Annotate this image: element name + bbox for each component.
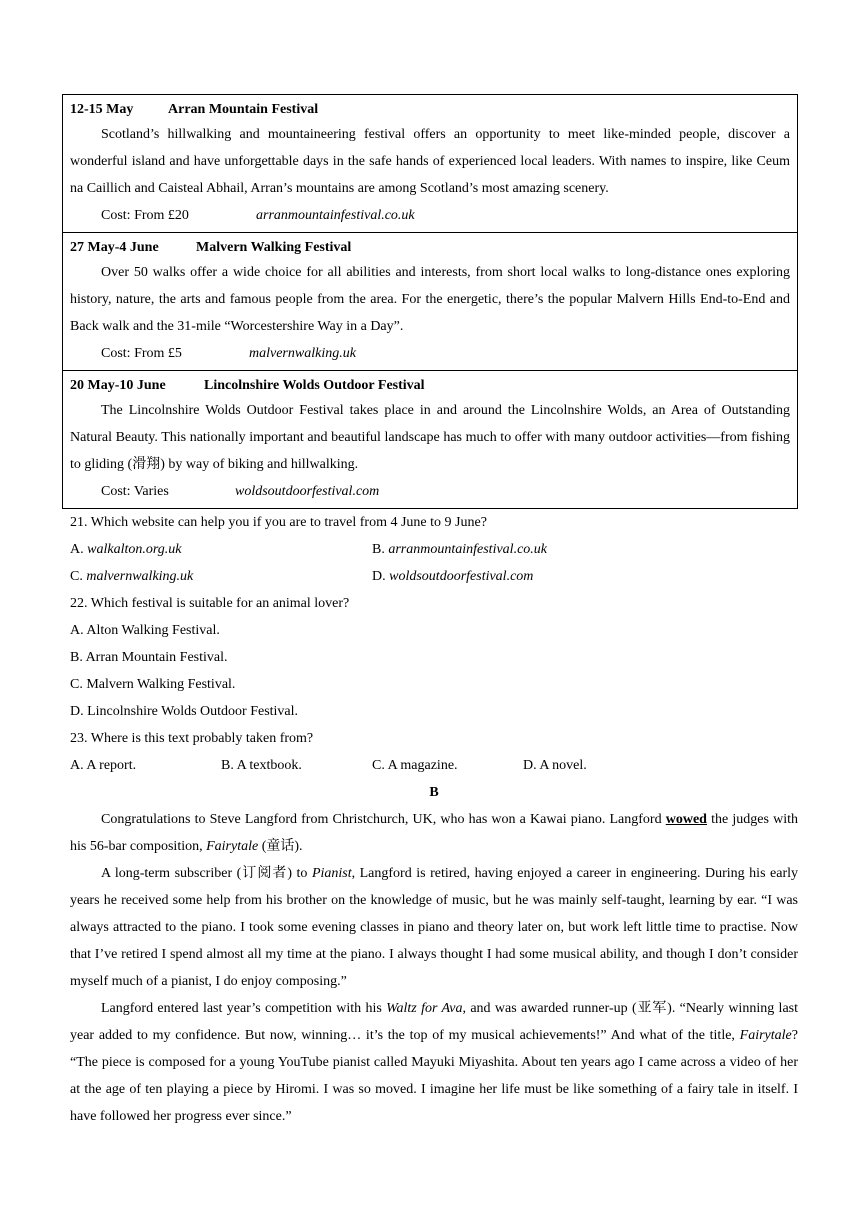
festival-header: [70, 99, 790, 121]
option-21-c: C. malvernwalking.uk: [70, 569, 194, 584]
festival-table: [62, 94, 798, 509]
festival-row: [63, 95, 798, 233]
festival-cell: [63, 371, 798, 509]
option-22-d: D. Lincolnshire Wolds Outdoor Festival.: [70, 704, 299, 719]
option-23-b: B. A textbook.: [221, 758, 302, 773]
festival-cost: Cost: Varies: [101, 484, 169, 499]
question-23-options: [70, 752, 798, 779]
question-21-options-row-2: [70, 563, 798, 590]
question-22: 22. Which festival is suitable for an animal lover?: [70, 596, 350, 611]
festival-header: [70, 237, 790, 259]
section-b-title: B: [429, 785, 439, 800]
option-21-b: B. arranmountainfestival.co.uk: [372, 542, 547, 557]
option-21-d: D. woldsoutdoorfestival.com: [372, 569, 534, 584]
festival-cost-line: [70, 340, 790, 367]
festival-name: Lincolnshire Wolds Outdoor Festival: [204, 378, 425, 393]
festival-description: The Lincolnshire Wolds Outdoor Festival takes place in and around the Lincolnshire Wolds, an Area of Outstanding Natural Beauty. This nationally important and beautiful landscape has much to offer with many outdoor activities—from fishing to gliding (滑翔) by way of biking and hillwalking.: [70, 403, 790, 472]
festival-row: [63, 371, 798, 509]
option-22-b: B. Arran Mountain Festival.: [70, 650, 228, 665]
option-21-a: A. walkalton.org.uk: [70, 542, 182, 557]
festival-website: malvernwalking.uk: [249, 346, 356, 361]
question-21-options-row-1: [70, 536, 798, 563]
festival-cost: Cost: From £5: [101, 346, 182, 361]
festival-date: 27 May-4 June: [70, 240, 159, 255]
option-23-c: C. A magazine.: [372, 758, 458, 773]
option-22-c: C. Malvern Walking Festival.: [70, 677, 236, 692]
festival-row: [63, 233, 798, 371]
festival-cell: [63, 233, 798, 371]
option-22-a: A. Alton Walking Festival.: [70, 623, 220, 638]
question-21: 21. Which website can help you if you are to travel from 4 June to 9 June?: [70, 515, 487, 530]
option-23-d: D. A novel.: [523, 758, 587, 773]
festival-name: Arran Mountain Festival: [168, 102, 319, 117]
question-23: 23. Where is this text probably taken from?: [70, 731, 314, 746]
festival-date: 20 May-10 June: [70, 378, 166, 393]
festival-cost-line: [70, 202, 790, 229]
festival-cost-line: [70, 478, 790, 505]
passage-paragraph-2: A long-term subscriber (订阅者) to Pianist, Langford is retired, having enjoyed a career in engineering. During his early years he received some help from his brother on the knowledge of music, but he was mainly self-taught, learning by ear. “I was always attracted to the piano. I took some evening classes in piano and theory later on, but work left little time to practise. Now that I’ve retired I spend almost all my time at the piano. I always thought I had some musical ability, and though I don’t consider myself much of a pianist, I do enjoy composing.”: [70, 866, 799, 989]
document-page: [62, 94, 798, 1130]
passage-paragraph-3: Langford entered last year’s competition with his Waltz for Ava, and was awarded runner-up (亚军). “Nearly winning last year added to my confidence. But now, winning… it’s the top of my musical achievements!” And what of the title, Fairytale? “The piece is composed for a young YouTube pianist called Mayuki Miyashita. About ten years ago I came across a video of her at the age of ten playing a piece by Hiromi. I was so moved. I imagine her life must be like something of a fairy tale in itself. I have followed her progress ever since.”: [70, 1001, 798, 1124]
festival-description: Scotland’s hillwalking and mountaineering festival offers an opportunity to meet like-minded people, discover a wonderful island and have unforgettable days in the safe hands of experienced local leaders. With names to inspire, like Ceum na Caillich and Caisteal Abhail, Arran’s mountains are among Scotland’s most amazing scenery.: [70, 127, 790, 196]
underlined-word: wowed: [665, 812, 707, 827]
festival-website: arranmountainfestival.co.uk: [256, 208, 415, 223]
questions-section: [70, 509, 798, 1130]
option-23-a: A. A report.: [70, 758, 137, 773]
festival-website: woldsoutdoorfestival.com: [235, 484, 380, 499]
festival-cell: [63, 95, 798, 233]
festival-description: Over 50 walks offer a wide choice for all abilities and interests, from short local walks to long-distance ones exploring history, nature, the arts and famous people from the area. For the energetic, there’s the popular Malvern Hills End-to-End and Back walk and the 31-mile “Worcestershire Way in a Day”.: [70, 265, 790, 334]
passage-paragraph-1: Congratulations to Steve Langford from Christchurch, UK, who has won a Kawai piano. Langford wowed the judges with his 56-bar composition, Fairytale (童话).: [70, 812, 798, 854]
festival-name: Malvern Walking Festival: [196, 240, 352, 255]
festival-header: [70, 375, 790, 397]
festival-date: 12-15 May: [70, 102, 134, 117]
festival-cost: Cost: From £20: [101, 208, 189, 223]
